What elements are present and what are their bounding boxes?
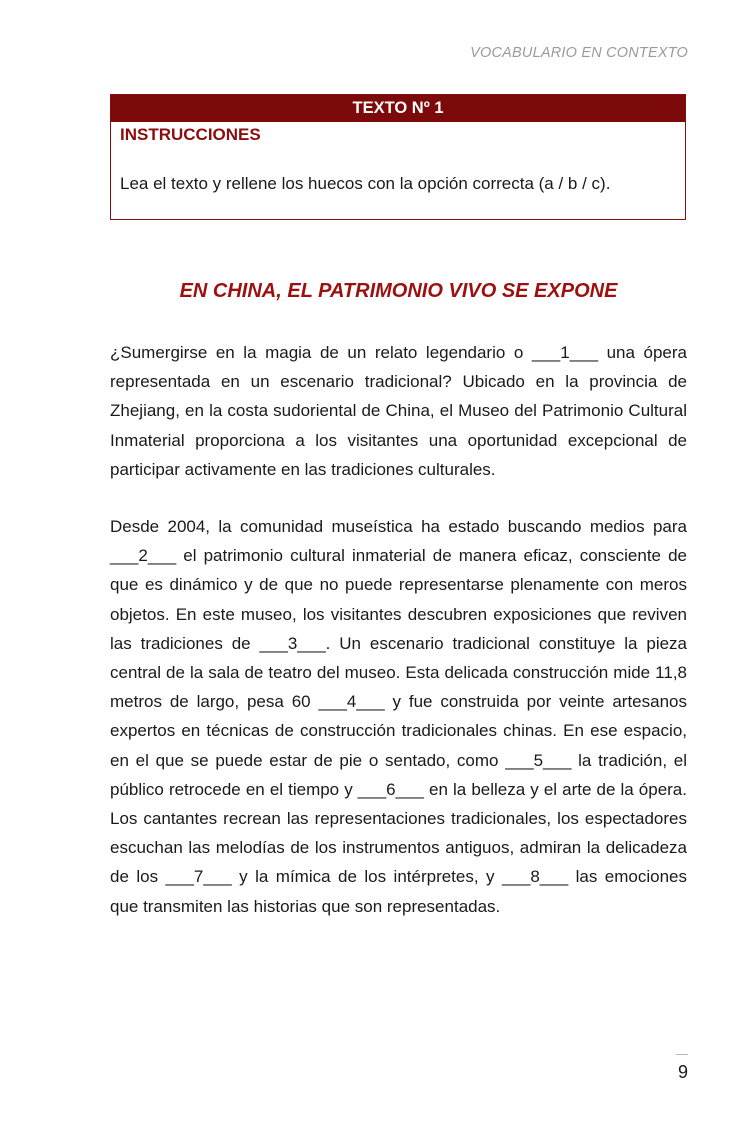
article-title: EN CHINA, EL PATRIMONIO VIVO SE EXPONE [179, 280, 618, 302]
text-number-banner: TEXTO Nº 1 [111, 95, 685, 122]
article-paragraph: ¿Sumergirse en la magia de un relato legendario o ___1___ una ópera representada en un escenario tradicional? Ubicado en la provincia de Zhejiang, en la costa sudoriental de China, el Museo del Patrimonio Cultural Inmaterial proporciona a los visitantes una oportunidad excepcional de participar activamente en las tradiciones culturales. [110, 343, 687, 479]
article-paragraph: Desde 2004, la comunidad museística ha estado buscando medios para ___2___ el patrimonio cultural inmaterial de manera eficaz, consciente de que es dinámico y de que no puede representarse plenamente con meros objetos. En este museo, los visitantes descubren exposiciones que reviven las tradiciones de ___3___. Un escenario tradicional constituye la pieza central de la sala de teatro del museo. Esta delicada construcción mide 11,8 metros de largo, pesa 60 ___4___ y fue construida por veinte artesanos expertos en técnicas de construcción tradicionales chinas. En ese espacio, en el que se puede estar de pie o sentado, como ___5___ la tradición, el público retrocede en el tiempo y ___6___ en la belleza y el arte de la ópera. Los cantantes recrean las representaciones tradicionales, los espectadores escuchan las melodías de los instrumentos antiguos, admiran la delicadeza de los ___7___ y la mímica de los intérpretes, y ___8___ las emociones que transmiten las historias que son representadas. [110, 517, 687, 916]
page-number: 9 [677, 1062, 688, 1082]
page-number-rule [676, 1054, 688, 1055]
article-body [110, 338, 687, 949]
running-header: VOCABULARIO EN CONTEXTO [470, 45, 688, 61]
instructions-box [110, 94, 686, 220]
instructions-text: Lea el texto y rellene los huecos con la opción correcta (a / b / c). [120, 174, 611, 193]
instructions-heading: INSTRUCCIONES [120, 125, 261, 144]
